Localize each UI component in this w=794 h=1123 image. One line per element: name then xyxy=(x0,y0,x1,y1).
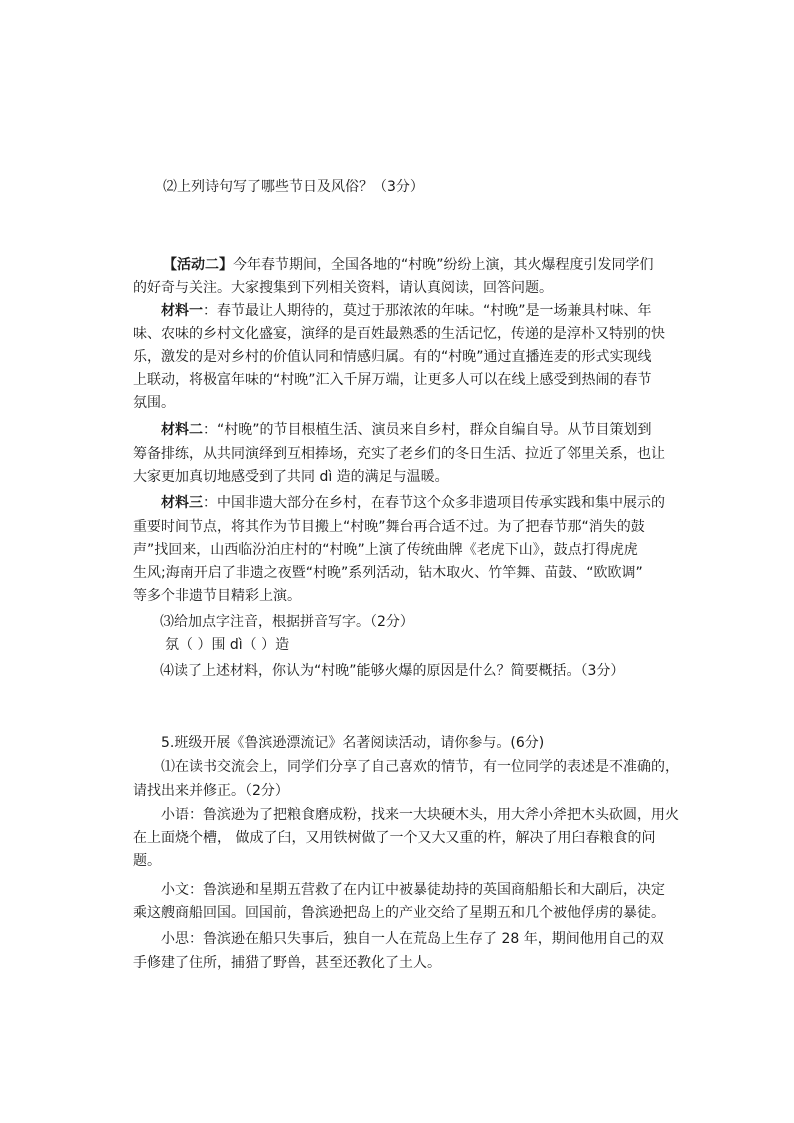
material-3-label: 材料三 xyxy=(161,495,203,511)
xiaoyu-line-3: 题。 xyxy=(133,853,161,869)
material-1-label: 材料一 xyxy=(161,303,203,319)
material-3-line-1: 材料三：中国非遗大部分在乡村，在春节这个众多非遗项目传承实践和集中展示的 xyxy=(161,495,665,511)
question-3-blanks: 氛（ ）围 dì（ ）造 xyxy=(165,637,290,653)
activity-2-intro-1: 今年春节期间，全国各地的“村晚”纷纷上演，其火爆程度引发同学们 xyxy=(233,257,654,273)
material-3-line-3: 声”找回来，山西临汾泊庄村的“村晚”上演了传统曲牌《老虎下山》，鼓点打得虎虎 xyxy=(133,542,638,558)
question-5-1-line-2: 请找出来并修正。（2分） xyxy=(133,783,289,799)
material-3-line-2: 重要时间节点，将其作为节目搬上“村晚”舞台再合适不过。为了把春节那“消失的鼓 xyxy=(133,519,645,535)
question-5: 5.班级开展《鲁滨逊漂流记》名著阅读活动，请你参与。(6分) xyxy=(161,735,545,751)
xiaowen-line-2: 乘这艘商船回国。回国前，鲁滨逊把岛上的产业交给了星期五和几个被他俘虏的暴徒。 xyxy=(133,905,665,921)
material-1-line-3: 乐，激发的是对乡村的价值认同和情感归属。有的“村晚”通过直播连麦的形式实现线 xyxy=(133,349,652,365)
material-3-line-4: 生风;海南开启了非遗之夜暨“村晚”系列活动，钻木取火、竹竿舞、苗鼓、“欧欧调” xyxy=(133,565,643,581)
question-3: ⑶给加点字注音，根据拼音写字。（2分） xyxy=(160,614,414,630)
question-5-1-line-1: ⑴在读书交流会上，同学们分享了自己喜欢的情节，有一位同学的表述是不准确的， xyxy=(161,759,679,775)
xiaosi-line-1: 小思：鲁滨逊在船只失事后，独自一人在荒岛上生存了 28 年，期间他用自己的双 xyxy=(161,931,664,947)
xiaosi-line-2: 手修建了住所，捕猎了野兽，甚至还教化了土人。 xyxy=(133,955,441,971)
material-1-line-5: 氛围。 xyxy=(133,395,175,411)
activity-2-intro-2: 的好奇与关注。大家搜集到下列相关资料，请认真阅读，回答问题。 xyxy=(133,280,553,296)
material-1-line-1: 材料一：春节最让人期待的，莫过于那浓浓的年味。“村晚”是一场兼具村味、年 xyxy=(161,303,652,319)
material-1-line-2: 味、农味的乡村文化盛宴，演绎的是百姓最熟悉的生活记忆，传递的是淳朴又特别的快 xyxy=(133,326,665,342)
xiaowen-line-1: 小文：鲁滨逊和星期五营救了在内讧中被暴徒劫持的英国商船船长和大副后，决定 xyxy=(161,882,665,898)
material-2-line-3: 大家更加真切地感受到了共同 dì 造的满足与温暖。 xyxy=(133,469,449,485)
xiaoyu-line-1: 小语：鲁滨逊为了把粮食磨成粉，找来一大块硬木头，用大斧小斧把木头砍圆，用火 xyxy=(161,807,679,823)
material-2-label: 材料二 xyxy=(161,422,203,438)
material-1-line-4: 上联动，将极富年味的“村晚”汇入千屏万端，让更多人可以在线上感受到热闹的春节 xyxy=(133,372,652,388)
question-4: ⑷读了上述材料，你认为“村晚”能够火爆的原因是什么？简要概括。（3分） xyxy=(160,663,625,679)
material-3-line-5: 等多个非遗节目精彩上演。 xyxy=(133,588,301,604)
material-2-line-2: 筹备排练，从共同演绎到互相捧场，充实了老乡们的冬日生活、拉近了邻里关系，也让 xyxy=(133,446,665,462)
activity-2-line-1 xyxy=(163,255,654,275)
activity-2-title: 【活动二】 xyxy=(163,257,233,273)
question-2: ⑵上列诗句写了哪些节日及风俗？（3分） xyxy=(163,179,424,195)
material-2-line-1: 材料二：“村晚”的节目根植生活、演员来自乡村，群众自编自导。从节目策划到 xyxy=(161,422,652,438)
xiaoyu-line-2: 在上面烧个槽， 做成了臼，又用铁树做了一个又大又重的杵，解决了用臼春粮食的问 xyxy=(133,830,656,846)
